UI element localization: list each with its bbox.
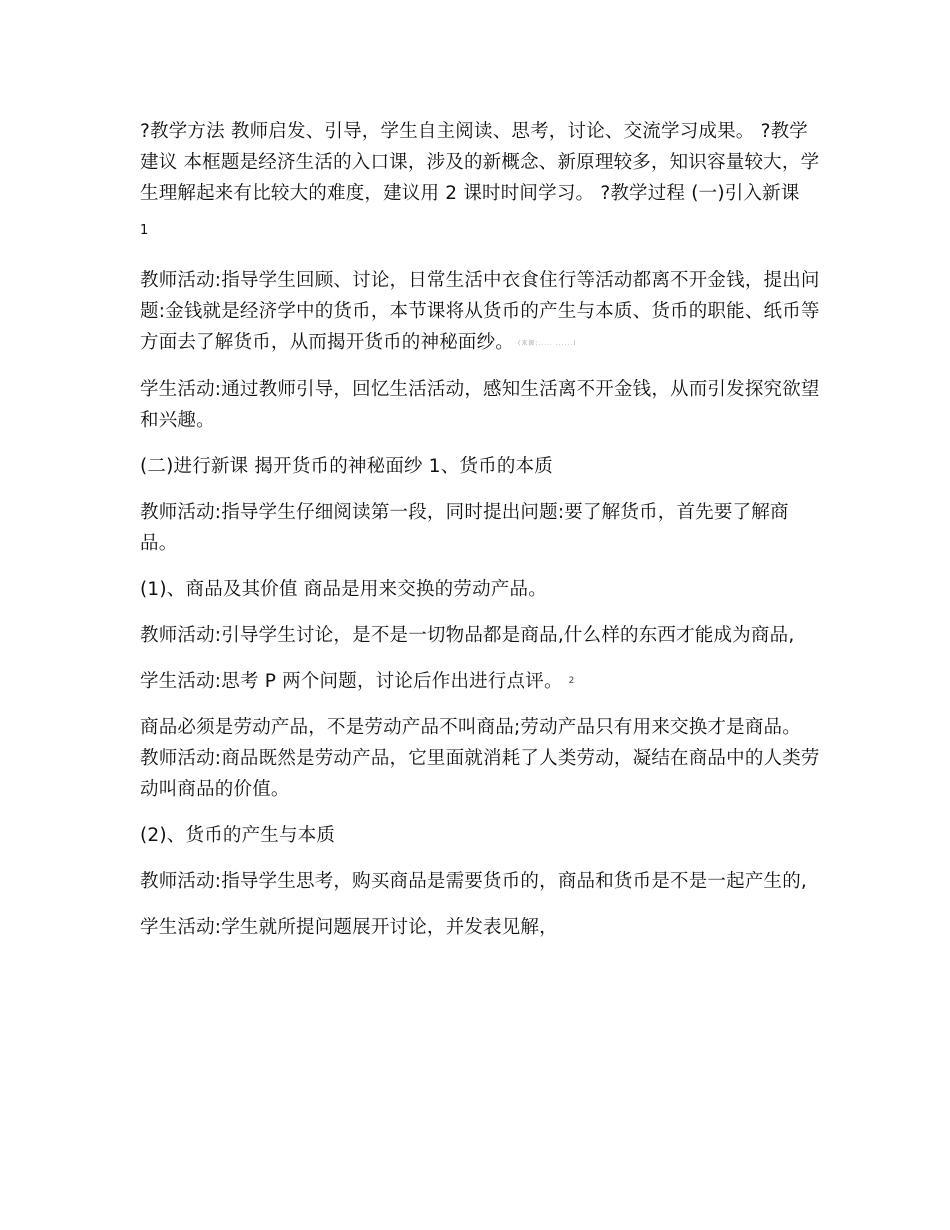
page-number-marker: 1 bbox=[140, 223, 149, 238]
paragraph-commodity-definition: 商品必须是劳动产品，不是劳动产品不叫商品;劳动产品只有用来交换才是商品。 教师活动:商品既然是劳动产品，它里面就消耗了人类劳动，凝结在商品中的人类劳动叫商品的价值。 bbox=[140, 717, 820, 800]
section-heading-new-lesson: (二)进行新课 揭开货币的神秘面纱 1、货币的本质 bbox=[140, 455, 553, 477]
paragraph-text: 学生活动:思考 P 两个问题，讨论后作出进行点评。 bbox=[140, 670, 563, 692]
paragraph-teacher-activity-1 bbox=[140, 265, 820, 359]
paragraph-teacher-activity-3: 教师活动:引导学生讨论，是不是一切物品都是商品,什么样的东西才能成为商品, bbox=[140, 624, 795, 646]
subheading-money-origin: (2)、货币的产生与本质 bbox=[140, 825, 336, 846]
page-number-marker-inline: 2 bbox=[568, 676, 575, 686]
paragraph-student-activity-3: 学生活动:学生就所提问题展开讨论，并发表见解， bbox=[140, 917, 558, 938]
paragraph-student-activity-1: 学生活动:通过教师引导，回忆生活活动，感知生活离不开金钱，从而引发探究欲望和兴趣。 bbox=[140, 378, 820, 431]
paragraph-text: 教师活动:指导学生回顾、讨论，日常生活中衣食住行等活动都离不开金钱，提出问题:金钱就是经济学中的货币，本节课将从货币的产生与本质、货币的职能、纸币等方面去了解货币，从而揭开货币的神秘面纱。 bbox=[140, 270, 820, 353]
paragraph-teacher-activity-2: 教师活动:指导学生仔细阅读第一段，同时提出问题:要了解货币，首先要了解商品。 bbox=[140, 501, 789, 554]
document-page bbox=[140, 116, 820, 958]
intro-paragraph: ?教学方法 教师启发、引导，学生自主阅读、思考，讨论、交流学习成果。 ?教学建议 本框题是经济生活的入口课，涉及的新概念、新原理较多，知识容量较大，学生理解起来有比较大的难度，建议用 2 课时时间学习。 ?教学过程 (一)引入新课 bbox=[140, 121, 820, 204]
paragraph-student-activity-2 bbox=[140, 666, 820, 698]
subheading-commodity-value: (1)、商品及其价值 商品是用来交换的劳动产品。 bbox=[140, 578, 547, 600]
paragraph-teacher-activity-4: 教师活动:指导学生思考，购买商品是需要货币的，商品和货币是不是一起产生的, bbox=[140, 871, 808, 892]
source-watermark: (来源:..... ......) bbox=[518, 339, 577, 347]
